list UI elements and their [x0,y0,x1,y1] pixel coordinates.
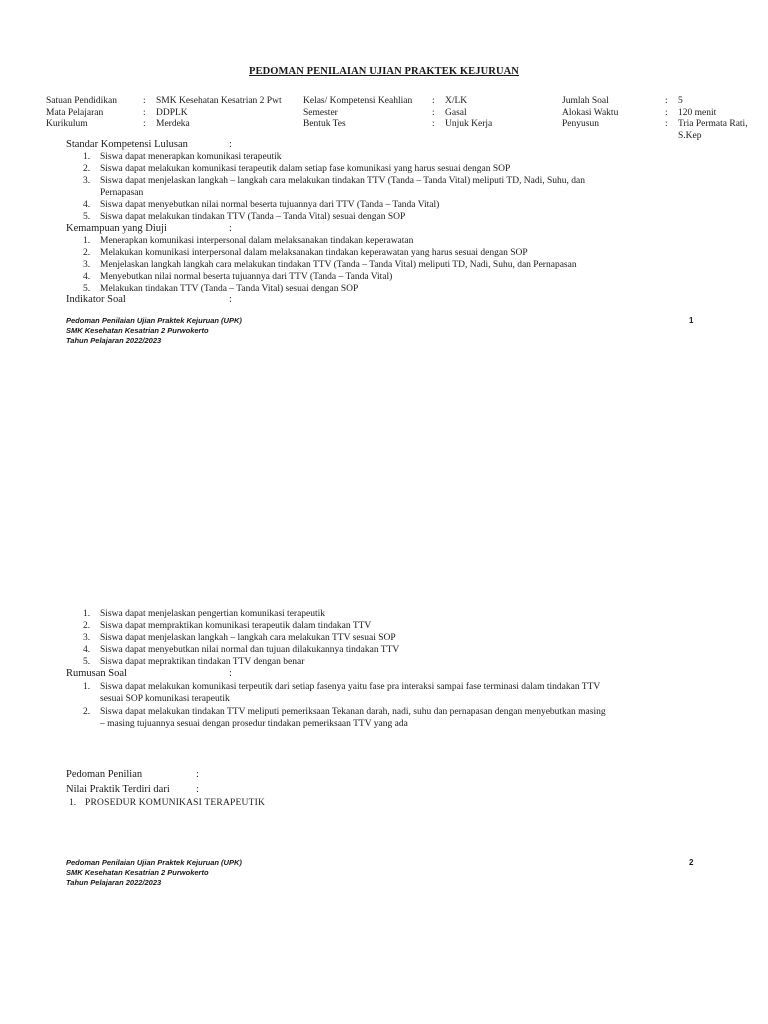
value-mata-pelajaran: DDPLK [156,107,188,118]
colon: : [432,119,435,129]
list-item: 2. Melakukan komunikasi interpersonal dalam melaksanakan tindakan keperawatan yang harus sesuai dengan SOP [83,248,528,258]
colon: : [432,96,435,106]
value-bentuk-tes: Unjuk Kerja [445,119,493,129]
skl-heading-label: Standar Kompetensi Lulusan [66,139,188,150]
list-item: 2. Siswa dapat mempraktikan komunikasi terapeutik dalam tindakan TTV [83,621,372,631]
prosedur-title: PROSEDUR KOMUNIKASI TERAPEUTIK [85,798,266,808]
value-kelas: X/LK [445,96,468,106]
info-col3-values [678,96,748,142]
colon: : [143,96,146,106]
list-item: 5. Siswa dapat melakukan tindakan TTV (Tanda – Tanda Vital) sesuai dengan SOP [83,212,406,222]
nilai-colon: : [196,784,199,795]
document-title: PEDOMAN PENILAIAN UJIAN PRAKTEK KEJURUAN [248,66,519,77]
pedoman-colon: : [196,769,199,780]
list-item: 2. Siswa dapat melakukan tindakan TTV meliputi pemeriksaan Tekanan darah, nadi, suhu dan pernapasan dengan menyebutkan masing – masing tujuannya sesuai dengan prosedur tindakan pemeriksaan TTV yang ada [83,707,606,729]
indikator-colon: : [229,294,232,305]
footer-doc-name: Pedoman Penilaian Ujian Praktek Kejuruan (UPK) [66,316,242,325]
value-satuan-pendidikan: SMK Kesehatan Kesatrian 2 Pwt [156,96,282,106]
colon: : [665,107,668,118]
colon: : [665,96,668,106]
skl-list [83,151,703,223]
label-mata-pelajaran: Mata Pelajaran [46,107,104,118]
colon: : [143,107,146,118]
page-number-2: 2 [689,858,694,867]
value-alokasi-waktu: 120 menit [678,107,717,118]
value-penyusun: Tria Permata Rati, [678,119,748,129]
skl-heading [66,139,188,151]
list-item: 4. Siswa dapat menyebutkan nilai normal beserta tujuannya dari TTV (Tanda – Tanda Vital) [83,200,440,210]
label-bentuk-tes: Bentuk Tes [303,119,346,129]
page-number-1: 1 [689,316,694,325]
list-item: 1. Siswa dapat menjelaskan pengertian komunikasi terapeutik [83,609,326,619]
footer-doc-name: Pedoman Penilaian Ujian Praktek Kejuruan (UPK) [66,858,242,867]
footer-school: SMK Kesehatan Kesatrian 2 Purwokerto [66,868,209,877]
label-penyusun: Penyusun [562,119,599,129]
kd-heading: Kemampuan yang Diuji [66,223,167,234]
pedoman-label: Pedoman Penilian [66,769,143,780]
label-jumlah-soal: Jumlah Soal [562,96,609,106]
label-alokasi-waktu: Alokasi Waktu [562,107,619,118]
footer-school: SMK Kesehatan Kesatrian 2 Purwokerto [66,326,209,335]
colon: : [432,107,435,118]
indikator-heading: Indikator Soal [66,294,126,305]
list-item: 1. Menerapkan komunikasi interpersonal dalam melaksanakan tindakan keperawatan [83,236,414,246]
list-item: 4. Menyebutkan nilai normal beserta tujuannya dari TTV (Tanda – Tanda Vital) [83,272,393,282]
rumusan-colon: : [229,668,232,679]
list-item: 3. Menjelaskan langkah langkah cara melakukan tindakan TTV (Tanda – Tanda Vital) meliputi TD, Nadi, Suhu, dan Pernapasan [83,260,577,270]
value-semester: Gasal [445,107,467,118]
label-semester: Semester [303,107,338,118]
info-col3-colons [665,96,668,131]
value-jumlah-soal: 5 [678,96,683,106]
colon: : [143,119,146,129]
list-item: 3. Siswa dapat menjelaskan langkah – langkah cara melakukan tindakan TTV (Tanda – Tanda Vital) meliputi TD, Nadi, Suhu, dan Pernapasan [83,176,586,198]
info-col1-values [156,96,282,131]
label-satuan-pendidikan: Satuan Pendidikan [46,96,117,106]
info-col3-labels [562,96,618,131]
info-col2-colons [432,96,435,131]
kd-colon: : [229,223,232,234]
label-kelas: Kelas/ Kompetensi Keahlian [303,96,413,106]
list-item: 1. Siswa dapat menerapkan komunikasi terapeutik [83,152,282,162]
info-col2-labels [303,96,412,131]
footer-page2 [66,858,242,888]
footer-page1 [66,316,242,346]
rumusan-heading: Rumusan Soal [66,668,127,679]
list-item: 1. Siswa dapat melakukan komunikasi terpeutik dari setiap fasenya yaitu fase pra interaksi sampai fase terminasi dalam tindakan TTV sesuai SOP komunikasi terapeutik [83,682,601,704]
value-kurikulum: Merdeka [156,119,190,129]
prosedur-num: 1. [69,798,77,808]
list-item: 2. Siswa dapat melakukan komunikasi terapeutik dalam setiap fase komunikasi yang harus sesuai dengan SOP [83,164,511,174]
skl-colon: : [229,139,232,150]
indikator-list [83,608,703,668]
list-item: 4. Siswa dapat menyebutkan nilai normal dan tujuan dilakukannya tindakan TTV [83,645,400,655]
footer-year: Tahun Pelajaran 2022/2023 [66,878,162,887]
list-item: 3. Siswa dapat menjelaskan langkah – langkah cara melakukan TTV sesuai SOP [83,633,396,643]
info-col2-values [445,96,492,131]
nilai-label: Nilai Praktik Terdiri dari [66,784,170,795]
list-item: 5. Siswa dapat mepraktikan tindakan TTV dengan benar [83,657,305,667]
footer-year: Tahun Pelajaran 2022/2023 [66,336,162,345]
list-item: 5. Melakukan tindakan TTV (Tanda – Tanda Vital) sesuai dengan SOP [83,284,359,294]
label-kurikulum: Kurikulum [46,119,88,129]
info-col1-labels [46,96,117,131]
kd-list [83,235,703,295]
value-penyusun-cont: S.Kep [678,130,702,141]
colon: : [665,119,668,129]
rumusan-list [83,681,723,730]
info-col1-colons [143,96,146,131]
